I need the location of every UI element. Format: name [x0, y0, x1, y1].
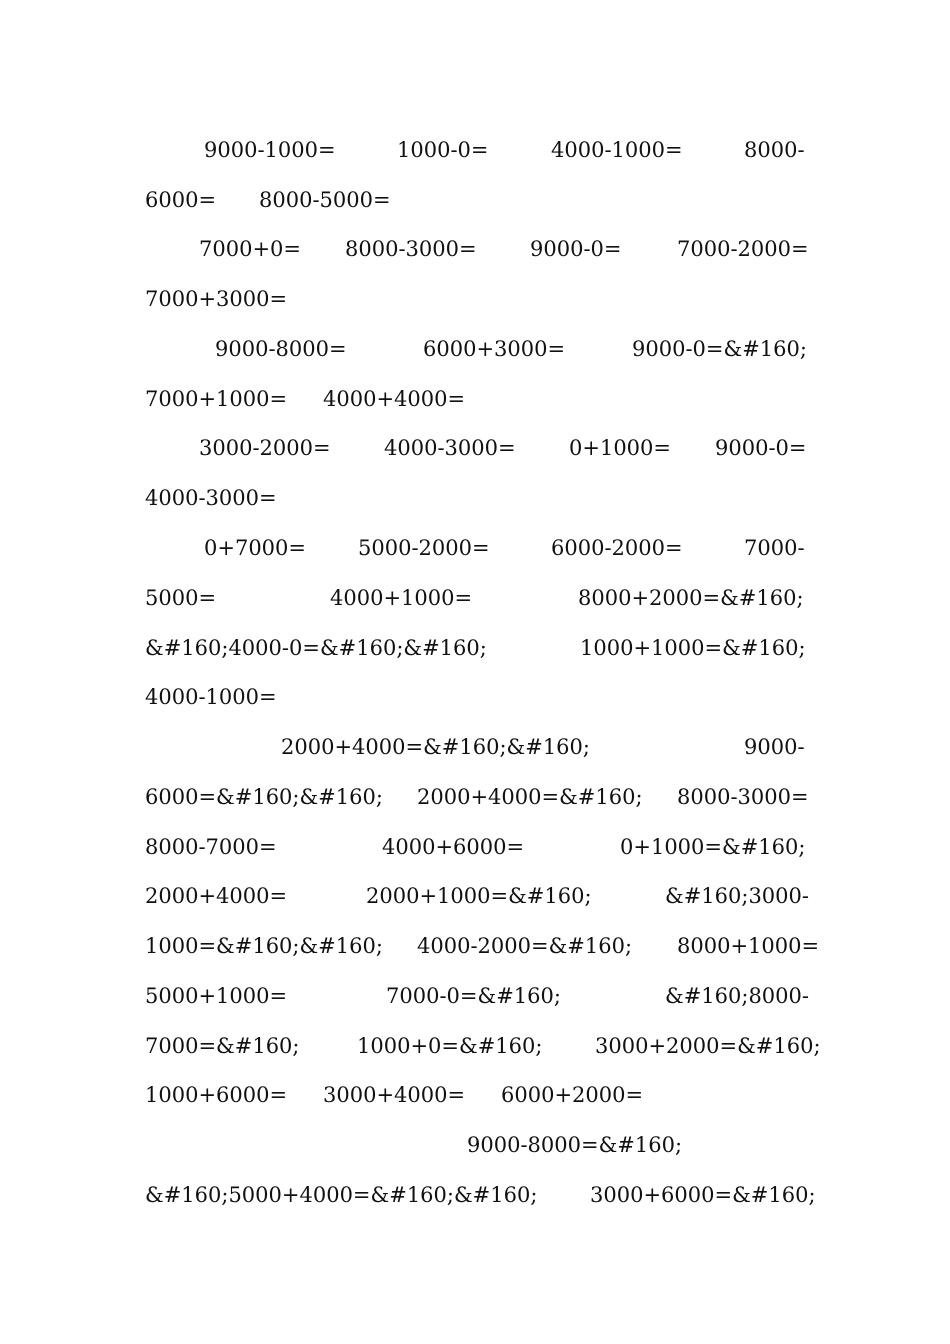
equation: 7000+3000=	[145, 287, 288, 311]
equation: &#160;5000+4000=&#160;&#160;	[145, 1183, 538, 1207]
equation: 0+7000=	[204, 536, 306, 560]
equation: 8000-3000=	[677, 785, 809, 809]
equation: 6000-2000=	[551, 536, 683, 560]
equation: &#160;3000-	[665, 884, 809, 908]
equation: 8000-3000=	[345, 237, 477, 261]
equation: &#160;4000-0=&#160;&#160;	[145, 636, 487, 660]
equation: 6000+2000=	[501, 1083, 644, 1107]
equation: 7000-0=&#160;	[386, 984, 561, 1008]
equation: 3000+4000=	[323, 1083, 466, 1107]
equation: 7000-	[744, 536, 805, 560]
equation: 1000-0=	[397, 138, 489, 162]
equation: 2000+4000=&#160;&#160;	[281, 735, 590, 759]
text-line	[145, 930, 820, 962]
text-line	[145, 1179, 816, 1211]
equation: 6000=&#160;&#160;	[145, 785, 383, 809]
text-line	[145, 482, 805, 514]
equation: 7000=&#160;	[145, 1034, 300, 1058]
text-line	[145, 283, 805, 315]
equation: 1000+0=&#160;	[357, 1034, 543, 1058]
equation: 8000-7000=	[145, 835, 277, 859]
text-line	[145, 1030, 821, 1062]
equation: 9000-0=	[530, 237, 622, 261]
equation: 7000+1000=	[145, 387, 288, 411]
equation: 9000-	[744, 735, 805, 759]
text-line	[145, 632, 805, 664]
equation: 2000+4000=&#160;	[417, 785, 643, 809]
equation: 2000+4000=	[145, 884, 288, 908]
equation: 9000-8000=&#160;	[467, 1133, 683, 1157]
equation: 4000-1000=	[551, 138, 683, 162]
text-line	[145, 233, 809, 265]
equation: 4000-3000=	[145, 486, 277, 510]
text-line	[145, 1079, 805, 1111]
equation: 4000+4000=	[323, 387, 466, 411]
equation: 1000+6000=	[145, 1083, 288, 1107]
equation: 4000-2000=&#160;	[417, 934, 633, 958]
equation: 8000-5000=	[259, 188, 391, 212]
equation: 5000=	[145, 586, 217, 610]
equation: 8000+2000=&#160;	[578, 586, 804, 610]
text-line	[145, 880, 809, 912]
equation: 6000=	[145, 188, 217, 212]
equation: 3000+6000=&#160;	[590, 1183, 816, 1207]
text-line	[145, 681, 805, 713]
equation: 2000+1000=&#160;	[366, 884, 592, 908]
text-line	[145, 831, 805, 863]
equation: 4000+6000=	[382, 835, 525, 859]
equation: 3000+2000=&#160;	[595, 1034, 821, 1058]
text-line	[145, 184, 805, 216]
text-line	[145, 1129, 805, 1161]
equation: &#160;8000-	[665, 984, 809, 1008]
equation: 8000+1000=	[677, 934, 820, 958]
equation: 1000+1000=&#160;	[580, 636, 806, 660]
text-line	[145, 432, 805, 464]
equation: 5000+1000=	[145, 984, 288, 1008]
equation: 6000+3000=	[423, 337, 566, 361]
equation: 4000-3000=	[384, 436, 516, 460]
text-line	[145, 980, 809, 1012]
equation: 4000+1000=	[330, 586, 473, 610]
equation: 9000-0=	[715, 436, 807, 460]
text-line	[145, 781, 809, 813]
equation: 5000-2000=	[358, 536, 490, 560]
equation: 7000+0=	[199, 237, 301, 261]
text-line	[145, 582, 805, 614]
equation: 3000-2000=	[199, 436, 331, 460]
equation: 0+1000=&#160;	[620, 835, 806, 859]
equation: 8000-	[744, 138, 805, 162]
equation: 7000-2000=	[677, 237, 809, 261]
equation: 1000=&#160;&#160;	[145, 934, 383, 958]
equation: 4000-1000=	[145, 685, 277, 709]
equation: 9000-0=&#160;	[632, 337, 807, 361]
equation: 0+1000=	[569, 436, 671, 460]
equation: 9000-1000=	[204, 138, 336, 162]
text-line	[145, 532, 805, 564]
text-line	[145, 134, 805, 166]
equation: 9000-8000=	[215, 337, 347, 361]
text-line	[145, 731, 805, 763]
text-line	[145, 333, 805, 365]
text-line	[145, 383, 805, 415]
